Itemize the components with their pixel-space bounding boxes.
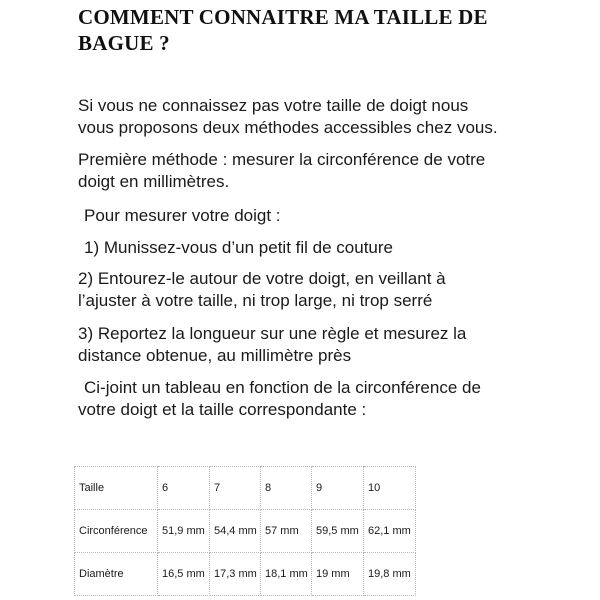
table-cell: 16,5 mm <box>158 553 210 596</box>
intro-line: Si vous ne connaissez pas votre taille de doigt nous <box>78 96 469 115</box>
table-intro-paragraph <box>78 377 481 421</box>
table-row-size <box>75 467 416 510</box>
step-2-line: l’ajuster à votre taille, ni trop large, ni trop serré <box>78 291 433 310</box>
ring-size-table <box>74 466 416 596</box>
table-cell: 8 <box>261 467 312 510</box>
step-2-line: 2) Entourez-le autour de votre doigt, en veillant à <box>78 269 446 288</box>
table-cell: 54,4 mm <box>210 510 261 553</box>
table-row-diameter <box>75 553 416 596</box>
row-header-cell: Diamètre <box>75 553 158 596</box>
step-1-line: 1) Munissez-vous d’un petit fil de couture <box>84 238 393 257</box>
table-row-circumference <box>75 510 416 553</box>
intro-paragraph <box>78 95 498 139</box>
step-3-line: distance obtenue, au millimètre près <box>78 346 352 365</box>
table-intro-line: Ci-joint un tableau en fonction de la circonférence de <box>84 378 481 397</box>
table-cell: 9 <box>312 467 364 510</box>
table-cell: 51,9 mm <box>158 510 210 553</box>
method-line: Première méthode : mesurer la circonférence de votre <box>78 150 486 169</box>
table-intro-line: votre doigt et la taille correspondante : <box>78 400 367 419</box>
table-cell: 19,8 mm <box>364 553 416 596</box>
table-cell: 59,5 mm <box>312 510 364 553</box>
title-line: COMMENT CONNAITRE MA TAILLE DE <box>78 5 488 29</box>
table-cell: 7 <box>210 467 261 510</box>
table-cell: 19 mm <box>312 553 364 596</box>
title-line: BAGUE ? <box>78 31 170 55</box>
row-header-cell: Circonférence <box>75 510 158 553</box>
step-2 <box>78 268 446 312</box>
step-1 <box>84 237 393 259</box>
first-method-paragraph <box>78 149 485 193</box>
table-cell: 6 <box>158 467 210 510</box>
table-cell: 10 <box>364 467 416 510</box>
table-cell: 18,1 mm <box>261 553 312 596</box>
measure-heading <box>84 205 281 227</box>
method-line: doigt en millimètres. <box>78 172 230 191</box>
page-title <box>78 4 578 56</box>
row-header-cell: Taille <box>75 467 158 510</box>
table-cell: 62,1 mm <box>364 510 416 553</box>
step-3-line: 3) Reportez la longueur sur une règle et mesurez la <box>78 324 467 343</box>
step-3 <box>78 323 466 367</box>
table-cell: 17,3 mm <box>210 553 261 596</box>
measure-heading-text: Pour mesurer votre doigt : <box>84 206 281 225</box>
intro-line: vous proposons deux méthodes accessibles chez vous. <box>78 118 498 137</box>
table-cell: 57 mm <box>261 510 312 553</box>
